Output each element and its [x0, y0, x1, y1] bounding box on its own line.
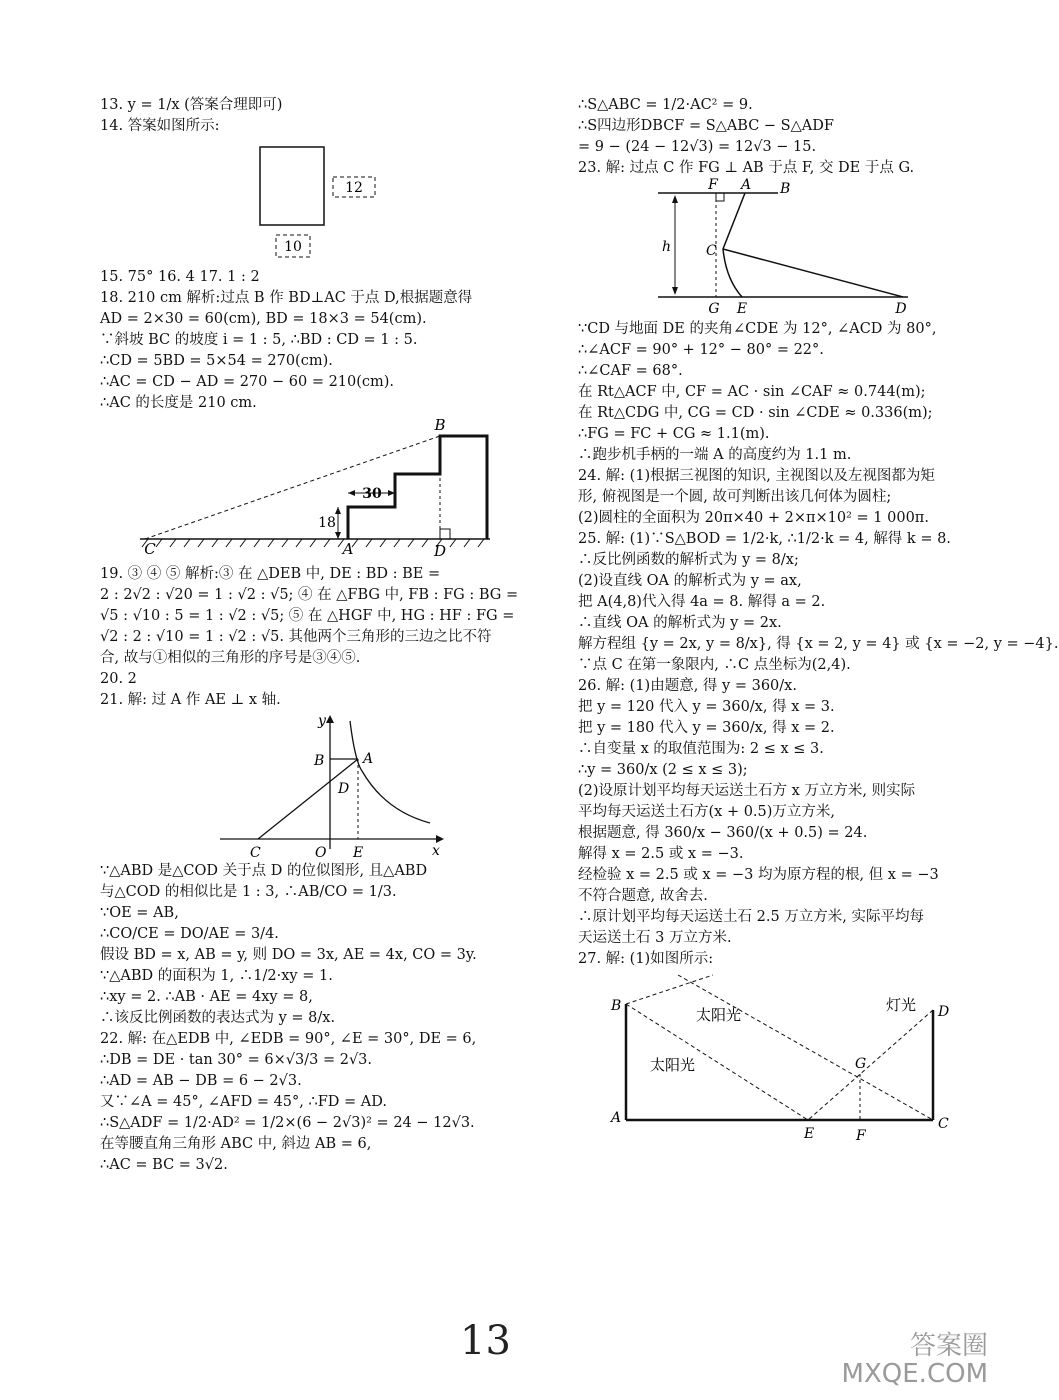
text-line: 14. 答案如图所示:	[100, 118, 220, 134]
watermark-url: MXQE.COM	[841, 1359, 988, 1389]
figure-23	[578, 179, 988, 319]
fig27-label-E: E	[804, 1126, 815, 1142]
fig23-label-B: B	[780, 181, 791, 197]
page-number: 13	[460, 1318, 511, 1364]
text-line: 解得 x = 2.5 或 x = −3.	[578, 846, 744, 862]
fig21-label-C: C	[250, 845, 261, 861]
text-line: ∵OE = AB,	[100, 905, 179, 921]
text-line: 把 y = 180 代入 y = 360/x, 得 x = 2.	[578, 720, 835, 736]
text-line: 26. 解: (1)由题意, 得 y = 360/x.	[578, 678, 797, 694]
fig18-right-angle	[440, 529, 450, 539]
fig21-label-D: D	[338, 781, 350, 797]
text-line: 根据题意, 得 360/x − 360/(x + 0.5) = 24.	[578, 825, 868, 841]
text-line: ∴AC = CD − AD = 270 − 60 = 210(cm).	[100, 374, 395, 390]
text-line: ∴xy = 2. ∴AB · AE = 4xy = 8,	[100, 989, 313, 1005]
fig18-hatching	[142, 539, 484, 547]
text-line: ∴∠ACF = 90° + 12° − 80° = 22°.	[578, 342, 824, 358]
text-line: √5 : √10 : 5 = 1 : √2 : √5; ⑤ 在 △HGF 中, HG : HF : FG =	[100, 608, 515, 624]
fig18-label-D: D	[433, 542, 447, 560]
figure-27	[578, 970, 988, 1150]
figure-14	[100, 137, 400, 267]
right-block-b	[578, 319, 1059, 970]
fig27-label-A: A	[611, 1110, 622, 1126]
fig23-label-F: F	[708, 177, 718, 193]
fig23-label-G: G	[708, 301, 720, 317]
left-block-c	[100, 564, 540, 711]
fig18-label-C: C	[144, 540, 156, 558]
text-line: 15. 75° 16. 4 17. 1 : 2	[100, 269, 260, 285]
text-line: ∴CO/CE = DO/AE = 3/4.	[100, 926, 279, 942]
fig23-line-CD	[723, 249, 903, 297]
text-line: ∴直线 OA 的解析式为 y = 2x.	[578, 615, 782, 631]
text-line: = 9 − (24 − 12√3) = 12√3 − 15.	[578, 139, 817, 155]
fig27-top-BD	[626, 975, 713, 1004]
text-line: 2 : 2√2 : √20 = 1 : √2 : √5; ④ 在 △FBG 中, FB : FG : BG =	[100, 587, 519, 603]
text-line: 23. 解: 过点 C 作 FG ⊥ AB 于点 F, 交 DE 于点 G.	[578, 160, 915, 176]
fig27-label-C: C	[938, 1116, 949, 1132]
text-line: ∴反比例函数的解析式为 y = 8/x;	[578, 552, 799, 568]
watermark	[842, 1332, 988, 1388]
text-line: ∴CD = 5BD = 5×54 = 270(cm).	[100, 353, 333, 369]
left-block-a	[100, 95, 540, 137]
text-line: ∴∠CAF = 68°.	[578, 363, 683, 379]
text-line: ∴FG = FC + CG ≈ 1.1(m).	[578, 426, 770, 442]
text-line: ∵CD 与地面 DE 的夹角∠CDE 为 12°, ∠ACD 为 80°,	[578, 321, 937, 337]
fig14-label-10: 10	[284, 239, 302, 255]
fig21-label-E: E	[353, 845, 364, 861]
text-line: ∴S四边形DBCF = S△ABC − S△ADF	[578, 118, 834, 134]
text-line: ∴跑步机手柄的一端 A 的高度约为 1.1 m.	[578, 447, 852, 463]
text-line: ∴AC 的长度是 210 cm.	[100, 395, 257, 411]
fig23-handle	[723, 193, 745, 297]
text-line: 在 Rt△CDG 中, CG = CD · sin ∠CDE ≈ 0.336(m);	[578, 405, 933, 421]
right-block-a	[578, 95, 988, 179]
fig27-label-lamp: 灯光	[886, 996, 917, 1014]
fig23-label-D: D	[895, 301, 907, 317]
fig21-label-x: x	[432, 843, 440, 859]
left-block-b	[100, 267, 540, 414]
fig18-label-30: 30	[362, 486, 382, 502]
text-line: ∵斜坡 BC 的坡度 i = 1 : 5, ∴BD : CD = 1 : 5.	[100, 332, 418, 348]
fig21-label-y: y	[318, 713, 326, 729]
text-line: (2)设直线 OA 的解析式为 y = ax,	[578, 573, 802, 589]
fig27-ray-D-E	[808, 1010, 933, 1120]
text-line: 25. 解: (1)∵S△BOD = 1/2·k, ∴1/2·k = 4, 解得 k = 8.	[578, 531, 951, 547]
text-line: 天运送土石 3 万立方米.	[578, 930, 732, 946]
figure-21	[100, 711, 540, 861]
fig27-label-B: B	[611, 998, 622, 1014]
text-line: 假设 BD = x, AB = y, 则 DO = 3x, AE = 4x, CO = 3y.	[100, 947, 477, 963]
fig21-line-AC	[258, 759, 358, 839]
text-line: (2)圆柱的全面积为 20π×40 + 2×π×10² = 1 000π.	[578, 510, 929, 526]
text-line: AD = 2×30 = 60(cm), BD = 18×3 = 54(cm).	[100, 311, 427, 327]
text-line: 在等腰直角三角形 ABC 中, 斜边 AB = 6,	[100, 1136, 372, 1152]
fig27-label-sun1: 太阳光	[696, 1006, 742, 1024]
fig21-label-O: O	[315, 845, 327, 861]
text-line: ∴AC = BC = 3√2.	[100, 1157, 228, 1173]
watermark-logo-text: 答案圈	[909, 1331, 988, 1361]
text-line: 24. 解: (1)根据三视图的知识, 主视图以及左视图都为矩	[578, 468, 935, 484]
fig27-label-D: D	[938, 1004, 950, 1020]
fig23-right-angle	[716, 193, 724, 201]
fig23-label-C: C	[706, 243, 717, 259]
text-line: 20. 2	[100, 671, 137, 687]
fig23-label-h: h	[662, 239, 672, 255]
fig21-label-B: B	[314, 753, 325, 769]
text-line: ∴自变量 x 的取值范围为: 2 ≤ x ≤ 3.	[578, 741, 824, 757]
text-line: ∴原计划平均每天运送土石 2.5 万立方米, 实际平均每	[578, 909, 924, 925]
text-line: 形, 俯视图是一个圆, 故可判断出该几何体为圆柱;	[578, 489, 892, 505]
text-line: 把 y = 120 代入 y = 360/x, 得 x = 3.	[578, 699, 835, 715]
text-line: 与△COD 的相似比是 1 : 3, ∴AB/CO = 1/3.	[100, 884, 397, 900]
fig27-label-G: G	[855, 1056, 867, 1072]
text-line: ∴S△ABC = 1/2·AC² = 9.	[578, 97, 753, 113]
figure-18	[100, 414, 540, 564]
text-line: 在 Rt△ACF 中, CF = AC · sin ∠CAF ≈ 0.744(m);	[578, 384, 926, 400]
text-line: ∵点 C 在第一象限内, ∴C 点坐标为(2,4).	[578, 657, 851, 673]
text-line: ∵△ABD 是△COD 关于点 D 的位似图形, 且△ABD	[100, 863, 428, 879]
right-column	[578, 95, 1059, 1150]
text-line: ∴AD = AB − DB = 6 − 2√3.	[100, 1073, 302, 1089]
text-line: (2)设原计划平均每天运送土石方 x 万立方米, 则实际	[578, 783, 916, 799]
fig23-label-E: E	[736, 301, 748, 317]
text-line: 19. ③ ④ ⑤ 解析:③ 在 △DEB 中, DE : BD : BE =	[100, 566, 441, 582]
fig21-label-A: A	[363, 751, 374, 767]
text-line: 不符合题意, 故舍去.	[578, 888, 708, 904]
fig14-main-rect	[260, 147, 324, 225]
fig21-hyperbola	[350, 721, 430, 823]
text-line: 平均每天运送土石方(x + 0.5)万立方米,	[578, 804, 836, 820]
text-line: 经检验 x = 2.5 或 x = −3 均为原方程的根, 但 x = −3	[578, 867, 939, 883]
text-line: 18. 210 cm 解析:过点 B 作 BD⊥AC 于点 D,根据题意得	[100, 290, 473, 306]
text-line: 27. 解: (1)如图所示:	[578, 951, 714, 967]
fig18-label-18: 18	[318, 515, 336, 531]
fig18-label-A: A	[342, 540, 354, 558]
fig18-label-B: B	[434, 416, 446, 434]
text-line: √2 : 2 : √10 = 1 : √2 : √5. 其他两个三角形的三边之比不符	[100, 629, 492, 645]
text-line: ∴该反比例函数的表达式为 y = 8/x.	[100, 1010, 336, 1026]
text-line: ∴y = 360/x (2 ≤ x ≤ 3);	[578, 762, 748, 778]
text-line: 又∵∠A = 45°, ∠AFD = 45°, ∴FD = AD.	[100, 1094, 387, 1110]
fig27-label-F: F	[856, 1128, 866, 1144]
left-block-d	[100, 861, 540, 1176]
text-line: 21. 解: 过 A 作 AE ⊥ x 轴.	[100, 692, 281, 708]
text-line: ∴S△ADF = 1/2·AD² = 1/2×(6 − 2√3)² = 24 − 12√3.	[100, 1115, 475, 1131]
text-line: 合, 故与①相似的三角形的序号是③④⑤.	[100, 650, 361, 666]
fig23-label-A: A	[740, 177, 752, 193]
text-line: ∴DB = DE · tan 30° = 6×√3/3 = 2√3.	[100, 1052, 373, 1068]
text-line: 解方程组 {y = 2x, y = 8/x}, 得 {x = 2, y = 4} 或 {x = −2, y = −4}.	[578, 636, 1059, 652]
text-line: 22. 解: 在△EDB 中, ∠EDB = 90°, ∠E = 30°, DE = 6,	[100, 1031, 477, 1047]
fig14-label-12: 12	[345, 180, 363, 196]
fig27-label-sun2: 太阳光	[650, 1056, 696, 1074]
left-column	[100, 95, 540, 1176]
text-line: ∵△ABD 的面积为 1, ∴1/2·xy = 1.	[100, 968, 333, 984]
text-line: 13. y = 1/x (答案合理即可)	[100, 97, 283, 113]
text-line: 把 A(4,8)代入得 4a = 8. 解得 a = 2.	[578, 594, 826, 610]
